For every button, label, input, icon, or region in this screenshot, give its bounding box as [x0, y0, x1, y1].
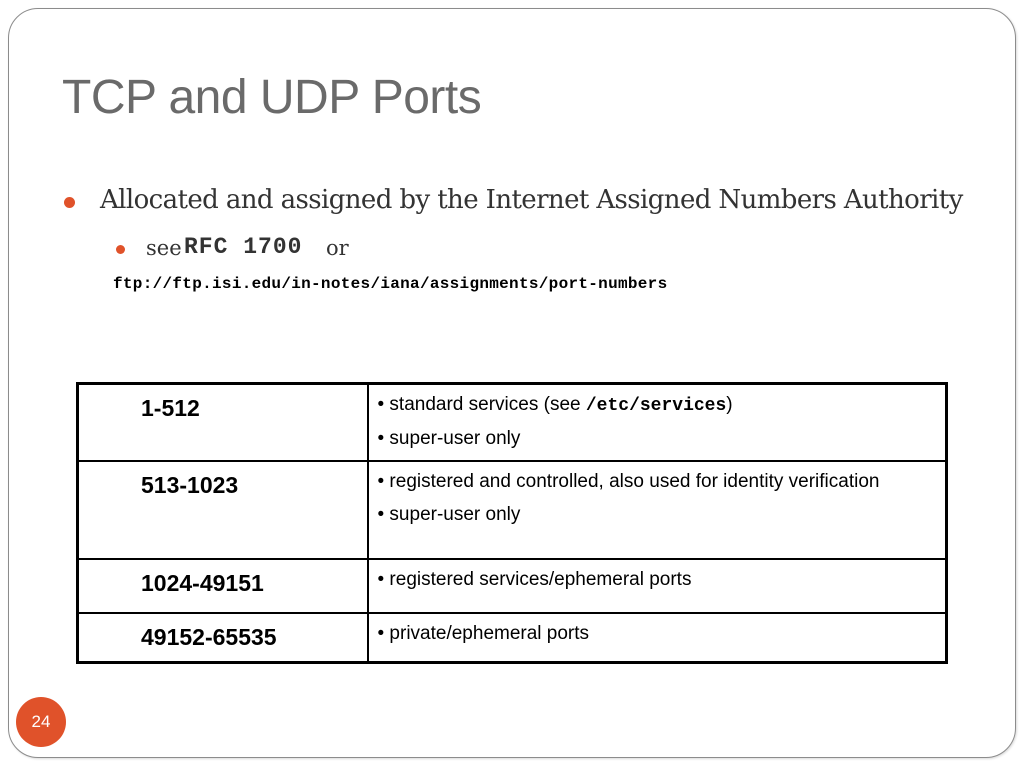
page-number-badge: 24: [16, 697, 66, 747]
port-range-cell: 513-1023: [78, 461, 368, 559]
etc-services-code: /etc/services: [585, 396, 727, 416]
bullet-dot-icon: [64, 197, 75, 208]
port-range-cell: 1024-49151: [78, 559, 368, 613]
description-line: • super-user only: [377, 504, 521, 525]
rfc-reference: RFC 1700: [184, 234, 303, 260]
bullet-sub-or: or: [326, 236, 349, 260]
description-line: • registered services/ephemeral ports: [377, 569, 692, 590]
description-text: ): [726, 394, 733, 415]
port-description-cell: [368, 613, 947, 662]
description-line: • private/ephemeral ports: [377, 623, 590, 644]
port-range-cell: 49152-65535: [78, 613, 368, 662]
port-ranges-table: [76, 382, 948, 664]
slide-title: TCP and UDP Ports: [62, 71, 482, 124]
bullet-sub-see: see: [146, 236, 182, 260]
port-range-cell: 1-512: [78, 384, 368, 462]
port-description-cell: [368, 559, 947, 613]
table-row: [78, 384, 947, 462]
description-text: • standard services (see: [377, 394, 586, 415]
table-row: [78, 461, 947, 559]
description-line: • registered and controlled, also used for identity verification: [377, 471, 880, 492]
port-description-cell: [368, 461, 947, 559]
ftp-url: ftp://ftp.isi.edu/in-notes/iana/assignments/port-numbers: [113, 275, 668, 293]
description-line: • super-user only: [377, 428, 521, 449]
port-description-cell: [368, 384, 947, 462]
bullet-main-text: Allocated and assigned by the Internet Assigned Numbers Authority: [100, 185, 963, 215]
table-row: [78, 613, 947, 662]
table-row: [78, 559, 947, 613]
description-line: [378, 393, 938, 418]
bullet-dot-icon: [116, 245, 125, 254]
